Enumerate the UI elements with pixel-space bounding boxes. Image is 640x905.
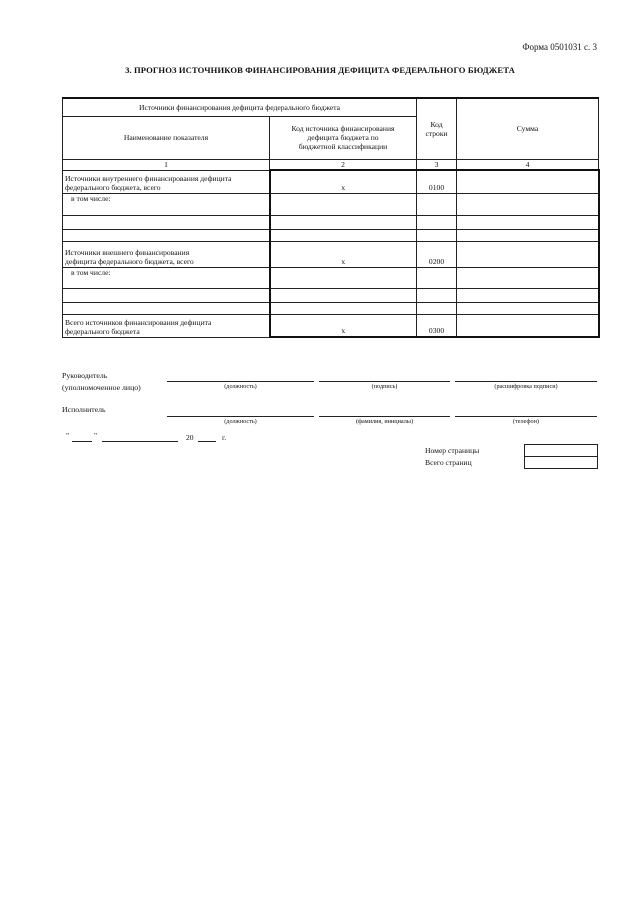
head-position-line[interactable]	[167, 381, 314, 382]
row-external-line-code: 0200	[417, 241, 457, 267]
row-incl1-line-code[interactable]	[417, 193, 457, 215]
row-external-sum[interactable]	[457, 241, 599, 267]
row-external-name	[63, 241, 270, 267]
row-total-l2: федерального бюджета	[65, 326, 140, 336]
row-external-code: x	[270, 241, 417, 267]
row-total-l1: Всего источников финансирования дефицита	[65, 317, 212, 327]
row-incl1-name: в том числе:	[63, 193, 270, 215]
date-year-suffix: г.	[222, 433, 227, 442]
date-day-line[interactable]	[72, 441, 92, 442]
date-quote-close: "	[94, 431, 98, 440]
row-blank2-line-code[interactable]	[417, 229, 457, 241]
row-blank4-code[interactable]	[270, 302, 417, 314]
row-blank1-line-code[interactable]	[417, 215, 457, 229]
row-blank3-line-code[interactable]	[417, 288, 457, 302]
col-line-code-l2: строки	[425, 128, 448, 138]
head-signature-line[interactable]	[319, 381, 450, 382]
row-external-l2: дефицита федерального бюджета, всего	[65, 256, 194, 266]
row-incl2-line-code[interactable]	[417, 267, 457, 288]
row-incl2-name: в том числе:	[63, 267, 270, 288]
sources-table	[62, 97, 600, 338]
date-year-prefix: 20	[186, 433, 194, 442]
row-blank4-line-code[interactable]	[417, 302, 457, 314]
col-num-3: 3	[417, 159, 457, 170]
date-month-line[interactable]	[102, 441, 178, 442]
row-blank1-name[interactable]	[63, 215, 270, 229]
form-id: Форма 0501031 с. 3	[522, 42, 597, 52]
row-total-sum[interactable]	[457, 314, 599, 337]
head-decoding-line[interactable]	[455, 381, 597, 382]
executor-phone-line[interactable]	[455, 416, 597, 417]
head-position-caption: (должность)	[224, 383, 257, 390]
row-blank2-sum[interactable]	[457, 229, 599, 241]
col-num-2: 2	[270, 159, 417, 170]
row-total-code: x	[270, 314, 417, 337]
row-internal-name	[63, 170, 270, 193]
executor-name-caption: (фамилия, инициалы)	[355, 418, 414, 425]
executor-position-line[interactable]	[167, 416, 314, 417]
row-total-name	[63, 314, 270, 337]
date-year-line[interactable]	[198, 441, 216, 442]
col-line-code-l1: Код	[430, 119, 443, 129]
col-num-4: 4	[457, 159, 599, 170]
date-quote-open: "	[66, 431, 70, 440]
row-incl1-sum[interactable]	[457, 193, 599, 215]
head-signature-caption: (подпись)	[371, 383, 398, 390]
total-pages-box[interactable]	[524, 456, 598, 469]
row-blank3-code[interactable]	[270, 288, 417, 302]
row-blank2-code[interactable]	[270, 229, 417, 241]
col-line-code-header	[417, 98, 457, 159]
col-code-l1: Код источника финансирования	[291, 124, 395, 133]
row-internal-line-code: 0100	[417, 170, 457, 193]
executor-label: Исполнитель	[62, 405, 106, 414]
executor-name-line[interactable]	[319, 416, 450, 417]
row-incl2-code[interactable]	[270, 267, 417, 288]
row-incl1-code[interactable]	[270, 193, 417, 215]
head-sublabel: (уполномоченное лицо)	[62, 383, 141, 392]
row-internal-code: x	[270, 170, 417, 193]
col-code-header	[270, 116, 417, 159]
col-num-1: 1	[63, 159, 270, 170]
row-blank2-name[interactable]	[63, 229, 270, 241]
row-internal-l1: Источники внутреннего финансирования дефицита	[65, 173, 232, 183]
row-total-line-code: 0300	[417, 314, 457, 337]
col-code-l2: дефицита бюджета по	[307, 133, 379, 142]
row-blank4-sum[interactable]	[457, 302, 599, 314]
group-header: Источники финансирования дефицита федерального бюджета	[63, 98, 417, 116]
col-name-header: Наименование показателя	[63, 116, 270, 159]
executor-position-caption: (должность)	[224, 418, 257, 425]
head-label: Руководитель	[62, 371, 108, 380]
row-internal-l2: федерального бюджета, всего	[65, 182, 161, 192]
row-incl2-sum[interactable]	[457, 267, 599, 288]
row-internal-sum[interactable]	[457, 170, 599, 193]
row-blank3-name[interactable]	[63, 288, 270, 302]
page-title: 3. ПРОГНОЗ ИСТОЧНИКОВ ФИНАНСИРОВАНИЯ ДЕФИЦИТА ФЕДЕРАЛЬНОГО БЮДЖЕТА	[125, 65, 515, 75]
row-blank4-name[interactable]	[63, 302, 270, 314]
row-blank1-sum[interactable]	[457, 215, 599, 229]
col-code-l3: бюджетной классификации	[298, 142, 388, 151]
total-pages-label: Всего страниц	[425, 458, 472, 467]
row-external-l1: Источники внешнего финансирования	[65, 247, 190, 257]
page-number-label: Номер страницы	[425, 446, 480, 455]
row-blank3-sum[interactable]	[457, 288, 599, 302]
executor-phone-caption: (телефон)	[513, 418, 539, 425]
head-decoding-caption: (расшифровка подписи)	[494, 383, 558, 390]
row-blank1-code[interactable]	[270, 215, 417, 229]
col-sum-header: Сумма	[457, 98, 599, 159]
